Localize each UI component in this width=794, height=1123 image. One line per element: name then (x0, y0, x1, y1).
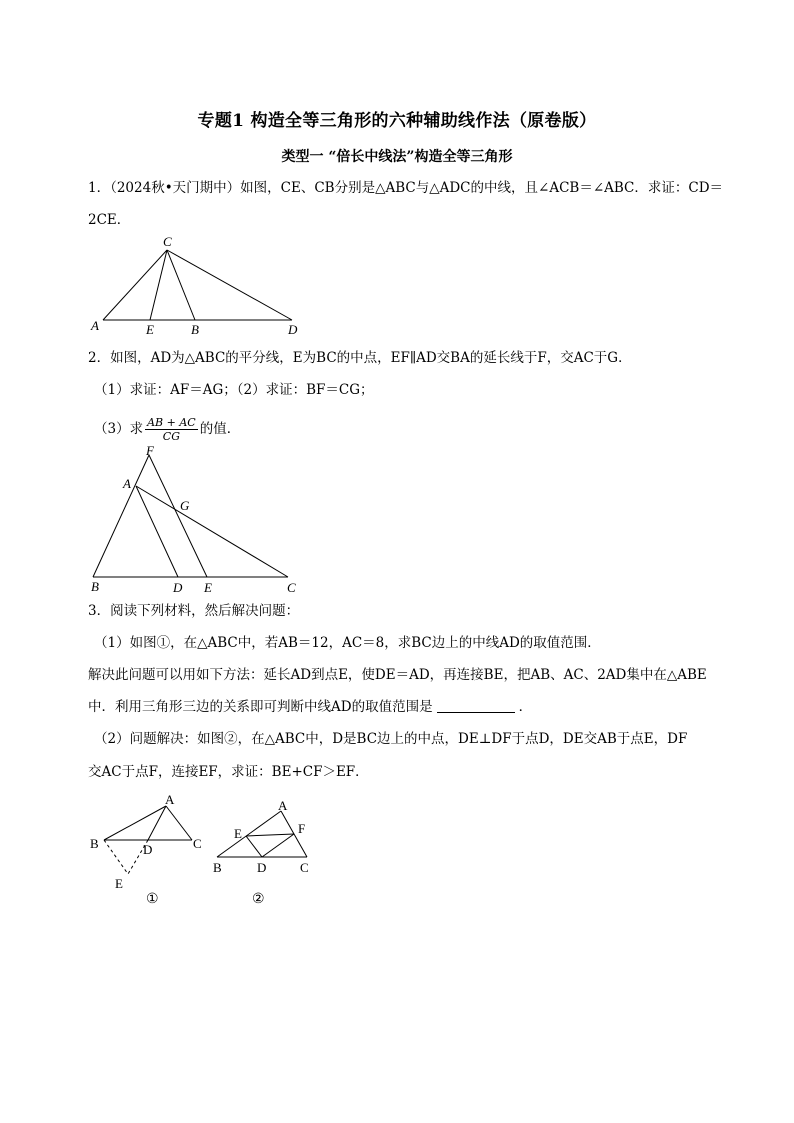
q2-label-G: G (180, 498, 190, 513)
q1-text-line1: 1．（2024秋•天门期中）如图，CE、CB分别是△ABC与△ADC的中线，且∠ACB＝∠ABC．求证：CD＝ (88, 180, 724, 196)
q1-seg-CB (167, 250, 195, 320)
fig2-label-E: E (234, 826, 242, 841)
q2-figure (80, 440, 310, 600)
q1-seg-CD (167, 250, 292, 320)
q2-fraction-numerator: AB + AC (147, 416, 196, 429)
q3-figure1 (84, 790, 214, 910)
q1-label-E: E (146, 322, 154, 337)
q2-line3-suffix: 的值． (199, 421, 241, 437)
q2-label-C: C (287, 580, 296, 595)
q1-seg-CE (150, 250, 167, 320)
q3-line4-prefix: 中．利用三角形三边的关系即可判断中线AD的取值范围是 (88, 699, 433, 715)
fig2-label-B: B (213, 860, 222, 875)
q2-label-F: F (146, 443, 154, 458)
answer-blank (437, 698, 515, 713)
q3-text-line2: （1）如图①，在△ABC中，若AB＝12，AC＝8，求BC边上的中线AD的取值范围． (94, 635, 601, 651)
fig1-caption: ① (146, 892, 159, 907)
q3-text-line5: （2）问题解决：如图②，在△ABC中，D是BC边上的中点，DE⊥DF于点D，DE交AB于点E，DF (94, 731, 688, 747)
fig1-label-D: D (143, 842, 153, 857)
fig1-label-E: E (115, 876, 123, 891)
q1-label-C: C (163, 234, 172, 249)
q2-line3-prefix: （3）求 (94, 421, 144, 437)
fig2-label-D: D (257, 860, 267, 875)
q2-label-E: E (204, 580, 212, 595)
fig2-label-A: A (278, 798, 288, 813)
q3-text-line1: 3．阅读下列材料，然后解决问题： (88, 603, 300, 619)
fig1-seg-BE (104, 840, 128, 874)
q3-text-line6: 交AC于点F，连接EF，求证：BE+CF＞EF． (88, 764, 369, 780)
fig2-seg-ED (246, 836, 262, 857)
q2-fraction-denominator: CG (162, 430, 180, 443)
q1-figure (80, 232, 320, 338)
q1-label-D: D (288, 322, 298, 337)
fig1-label-C: C (193, 836, 202, 851)
fig1-label-B: B (90, 836, 99, 851)
fig2-caption: ② (252, 892, 265, 907)
section-title: 类型一 “倍长中线法”构造全等三角形 (281, 149, 513, 165)
q2-fraction (145, 416, 198, 443)
q2-seg-AD (136, 486, 178, 577)
q2-text-line2: （1）求证：AF＝AG；（2）求证：BF＝CG； (94, 382, 374, 398)
q2-text-line1: 2．如图，AD为△ABC的平分线，E为BC的中点，EF∥AD交BA的延长线于F，交AC于G． (88, 350, 632, 366)
q2-label-D: D (173, 580, 183, 595)
q1-label-B: B (191, 322, 199, 337)
q3-text-line4 (88, 697, 532, 717)
fig2-label-F: F (298, 821, 306, 836)
fig1-label-A: A (165, 792, 175, 807)
fig2-seg-EF (246, 834, 294, 836)
q2-seg-AC (136, 486, 288, 577)
q2-seg-BF (93, 455, 149, 577)
fig2-label-C: C (300, 860, 309, 875)
q2-seg-FE (149, 455, 207, 577)
q2-label-B: B (91, 579, 99, 594)
q3-figure2 (206, 790, 326, 910)
q3-line4-suffix: ． (518, 699, 533, 715)
q3-text-line3: 解决此问题可以用如下方法：延长AD到点E，使DE＝AD，再连接BE，把AB、AC、2AD集中在△ABE (88, 667, 707, 683)
document-title: 专题1 构造全等三角形的六种辅助线作法（原卷版） (197, 111, 597, 131)
q1-text-line2: 2CE． (88, 212, 131, 228)
fig1-seg-AC (166, 806, 192, 840)
fig2-seg-DF (262, 834, 294, 857)
q1-seg-CA (103, 250, 167, 320)
q2-label-A: A (123, 476, 131, 491)
q1-label-A: A (91, 318, 99, 333)
